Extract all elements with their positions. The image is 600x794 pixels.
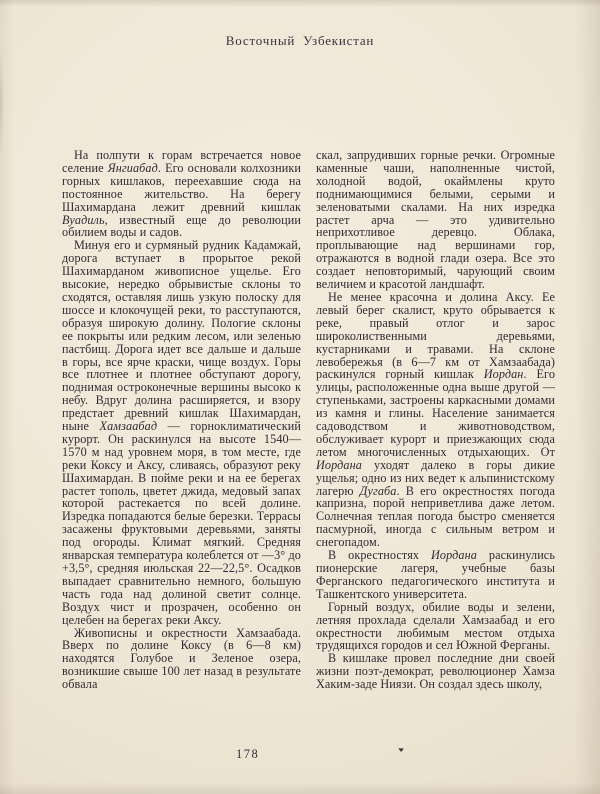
- paragraph: [316, 291, 555, 549]
- paragraph: [316, 149, 555, 291]
- body-text: Живописны и окрестности Хамзаабада. Вверх по долине Коксу (в 6—8 км) находятся Голубое и Зеленое озера, возникшие свыше 100 лет назад в результате обвала: [62, 625, 301, 692]
- place-name-italic: Вуадиль: [62, 212, 105, 227]
- body-text: В окрестностях: [328, 548, 432, 563]
- place-name-italic: Иордана: [316, 457, 362, 472]
- paragraph: [316, 601, 555, 653]
- body-text: . Его основали колхозники горных кишлаков, переехавшие сюда на постоянное жительство. На берегу Шахимардана лежит древний кишлак: [62, 160, 301, 214]
- body-text: . В его окрестностях погода капризна, порой неприветлива даже летом. Солнечная теплая погода быстро сменяется пасмурной, иногда с сильным ветром и снегопадом.: [316, 483, 555, 550]
- body-text: — горноклиматический курорт. Он раскинулся на высоте 1540—1570 м над уровнем моря, в том месте, где реки Коксу и Аксу, сливаясь, образуют реку Шахимардан. В пойме реки и на ее берегах растет тополь, цветет джида, медовый запах которой растекается по всей долине. Изредка попадаются белые березки. Террасы засажены фруктовыми деревьями, заняты под огороды. Климат мягкий. Средняя январская температура колеблется от —3° до +3,5°, средняя июльская 22—22,5°. Осадков выпадает сравнительно немного, большую часть года над долиной светит солнце. Воздух чист и прозрачен, особенно он целебен на берегах реки Аксу.: [62, 419, 301, 627]
- place-name-italic: Иордан: [483, 367, 524, 382]
- body-text: скал, запрудивших горные речки. Огромные каменные чаши, наполненные чистой, холодной водой, окаймлены круто поднимающимися белыми, серыми и зеленоватыми скалами. На них изредка растет арча — это удивительно неприхотливое деревцо. Облака, проплывающие над вершинами гор, отражаются в водной глади озера. Все это создает неповторимый, чарующий своим величием и красотой ландшафт.: [316, 148, 555, 292]
- body-text: В кишлаке провел последние дни своей жизни поэт-демократ, революционер Хамза Хаким-заде Ниязи. Он создал здесь школу,: [316, 651, 555, 692]
- paragraph: [316, 549, 555, 601]
- body-text: раскинулись пионерские лагеря, учебные базы Ферганского педагогического института и Ташкентского университета.: [316, 548, 555, 601]
- left-column: [62, 149, 301, 691]
- paragraph: [316, 652, 555, 691]
- paragraph: [62, 627, 301, 692]
- body-text: Минуя его и сурмяный рудник Кадамжай, дорога вступает в прорытое рекой Шахимарданом живописное ущелье. Его высокие, нередко обрывистые склоны то сходятся, оставляя лишь узкую полоску для шоссе и клокочущей реки, то расступаются, образуя широкую долину. Пологие склоны ее покрыты или редким лесом, или зеленью пастбищ. Дорога идет все дальше и дальше в горы, все ярче краски, чище воздух. Горы все плотнее и плотнее обступают дорогу, поднимая остроконечные вершины высоко к небу. Вдруг долина расширяется, и взору предстает древний кишлак Шахимардан, ныне: [62, 238, 301, 434]
- paragraph: [62, 239, 301, 626]
- ink-speck: [398, 748, 404, 753]
- paragraph: [62, 149, 301, 239]
- body-text: . Его улицы, расположенные одна выше другой — ступеньками, застроены каркасными домами из камня и глины. Население занимается садоводством и животноводством, обслуживает курорт и приезжающих сюда летом многочисленных отдыхающих. От: [316, 367, 556, 459]
- body-text: На полпути к горам встречается новое селение: [62, 148, 301, 175]
- body-text: Не менее красочна и долина Аксу. Ее левый берег скалист, круто обрывается к реке, правый отлог и зарос широколиственными деревьями, кустарниками и травами. На склоне левобережья (в 6—7 км от Хамзаабада) раскинулся горный кишлак: [316, 289, 555, 382]
- place-name-italic: Иордана: [431, 548, 477, 563]
- text-block: [62, 149, 555, 691]
- body-text: , известный еще до революции обилием воды и садов.: [62, 212, 301, 240]
- page-number: 178: [236, 747, 260, 761]
- place-name-italic: Хамзаабад: [99, 419, 158, 434]
- running-head: Восточный Узбекистан: [225, 33, 375, 48]
- place-name-italic: Янгиабад: [107, 160, 158, 175]
- body-text: уходят далеко в горы дикие ущелья; одно из них ведет к альпинистскому лагерю: [316, 457, 555, 498]
- right-column: [316, 149, 555, 691]
- body-text: Горный воздух, обилие воды и зелени, летняя прохлада сделали Хамзаабад и его окрестности любимым местом отдыха трудящихся городов и сел Южной Ферганы.: [316, 599, 555, 653]
- place-name-italic: Дугаба: [359, 483, 397, 498]
